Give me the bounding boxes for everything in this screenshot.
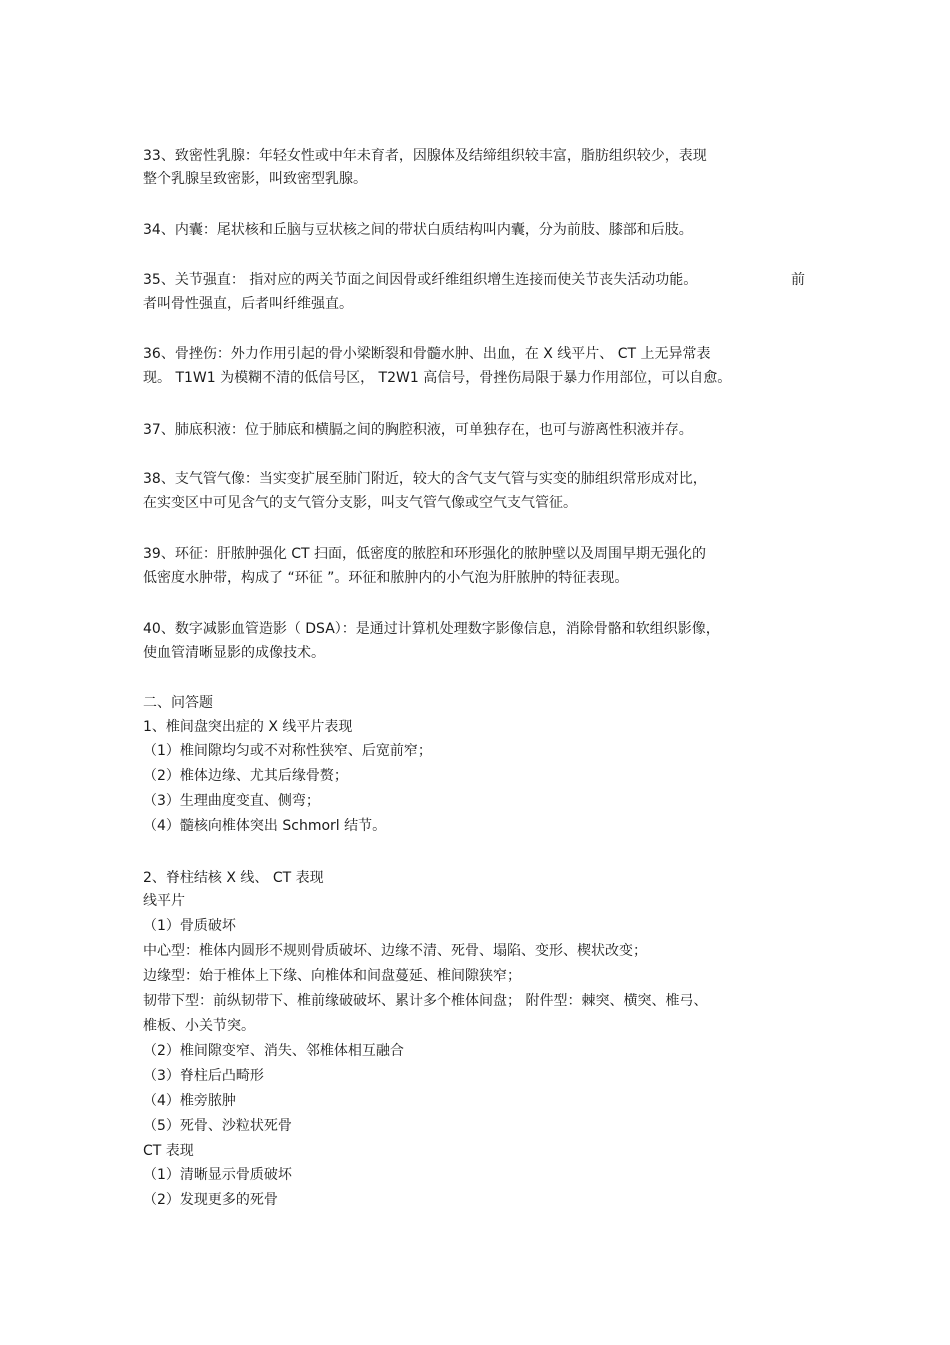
term-38-line-2: 在实变区中可见含气的支气管分支影，叫支气管气像或空气支气管征。 (143, 495, 577, 511)
q1-title: 1、椎间盘突出症的 X 线平片表现 (143, 719, 353, 735)
term-36-line-1: 36、骨挫伤：外力作用引起的骨小梁断裂和骨髓水肿、出血，在 X 线平片、 CT 上无异常表 (143, 346, 711, 362)
q2-line-1: 线平片 (143, 893, 185, 909)
q1-item-4: （4）髓核向椎体突出 Schmorl 结节。 (143, 818, 387, 834)
q2-line-5: 韧带下型：前纵韧带下、椎前缘破破坏、累计多个椎体间盘； 附件型：棘突、横突、椎弓、 (143, 993, 708, 1009)
q2-line-7: （2）椎间隙变窄、消失、邻椎体相互融合 (143, 1043, 404, 1059)
term-40-line-1: 40、数字减影血管造影（ DSA）：是通过计算机处理数字影像信息，消除骨骼和软组织影像， (143, 621, 720, 637)
qa-section-heading: 二、问答题 (143, 695, 213, 711)
q2-line-11: CT 表现 (143, 1143, 194, 1159)
q1-item-3: （3）生理曲度变直、侧弯； (143, 793, 320, 809)
q1-item-1: （1）椎间隙均匀或不对称性狭窄、后宽前窄； (143, 743, 432, 759)
term-35-line-1: 35、关节强直： 指对应的两关节面之间因骨或纤维组织增生连接而使关节丧失活动功能。 (143, 272, 698, 288)
term-34-line-1: 34、内囊：尾状核和丘脑与豆状核之间的带状白质结构叫内囊，分为前肢、膝部和后肢。 (143, 222, 693, 238)
q2-line-10: （5）死骨、沙粒状死骨 (143, 1118, 292, 1134)
term-33-line-2: 整个乳腺呈致密影，叫致密型乳腺。 (143, 171, 367, 187)
q2-line-9: （4）椎旁脓肿 (143, 1093, 236, 1109)
q2-title: 2、脊柱结核 X 线、 CT 表现 (143, 870, 324, 886)
term-39-line-1: 39、环征：肝脓肿强化 CT 扫面，低密度的脓腔和环形强化的脓肿壁以及周围早期无强化的 (143, 546, 707, 562)
term-36-line-2: 现。 T1W1 为模糊不清的低信号区， T2W1 高信号，骨挫伤局限于暴力作用部位，可以自愈。 (143, 370, 732, 386)
term-38-line-1: 38、支气管气像：当实变扩展至肺门附近，较大的含气支气管与实变的肺组织常形成对比， (143, 471, 707, 487)
q2-line-13: （2）发现更多的死骨 (143, 1192, 278, 1208)
q2-line-8: （3）脊柱后凸畸形 (143, 1068, 264, 1084)
q2-line-4: 边缘型：始于椎体上下缘、向椎体和间盘蔓延、椎间隙狭窄； (143, 968, 521, 984)
term-40-line-2: 使血管清晰显影的成像技术。 (143, 645, 325, 661)
term-35-line-1-tail: 前 (791, 272, 805, 288)
term-35-line-2: 者叫骨性强直，后者叫纤维强直。 (143, 296, 353, 312)
q1-item-2: （2）椎体边缘、尤其后缘骨赘； (143, 768, 348, 784)
q2-line-12: （1）清晰显示骨质破坏 (143, 1167, 292, 1183)
term-37-line-1: 37、肺底积液：位于肺底和横膈之间的胸腔积液，可单独存在，也可与游离性积液并存。 (143, 422, 693, 438)
q2-line-3: 中心型：椎体内圆形不规则骨质破坏、边缘不清、死骨、塌陷、变形、楔状改变； (143, 943, 647, 959)
term-39-line-2: 低密度水肿带，构成了 “环征 ”。环征和脓肿内的小气泡为肝脓肿的特征表现。 (143, 570, 629, 586)
q2-line-2: （1）骨质破坏 (143, 918, 236, 934)
term-33-line-1: 33、致密性乳腺：年轻女性或中年未育者，因腺体及结缔组织较丰富，脂肪组织较少，表现 (143, 148, 707, 164)
q2-line-6: 椎板、小关节突。 (143, 1018, 255, 1034)
